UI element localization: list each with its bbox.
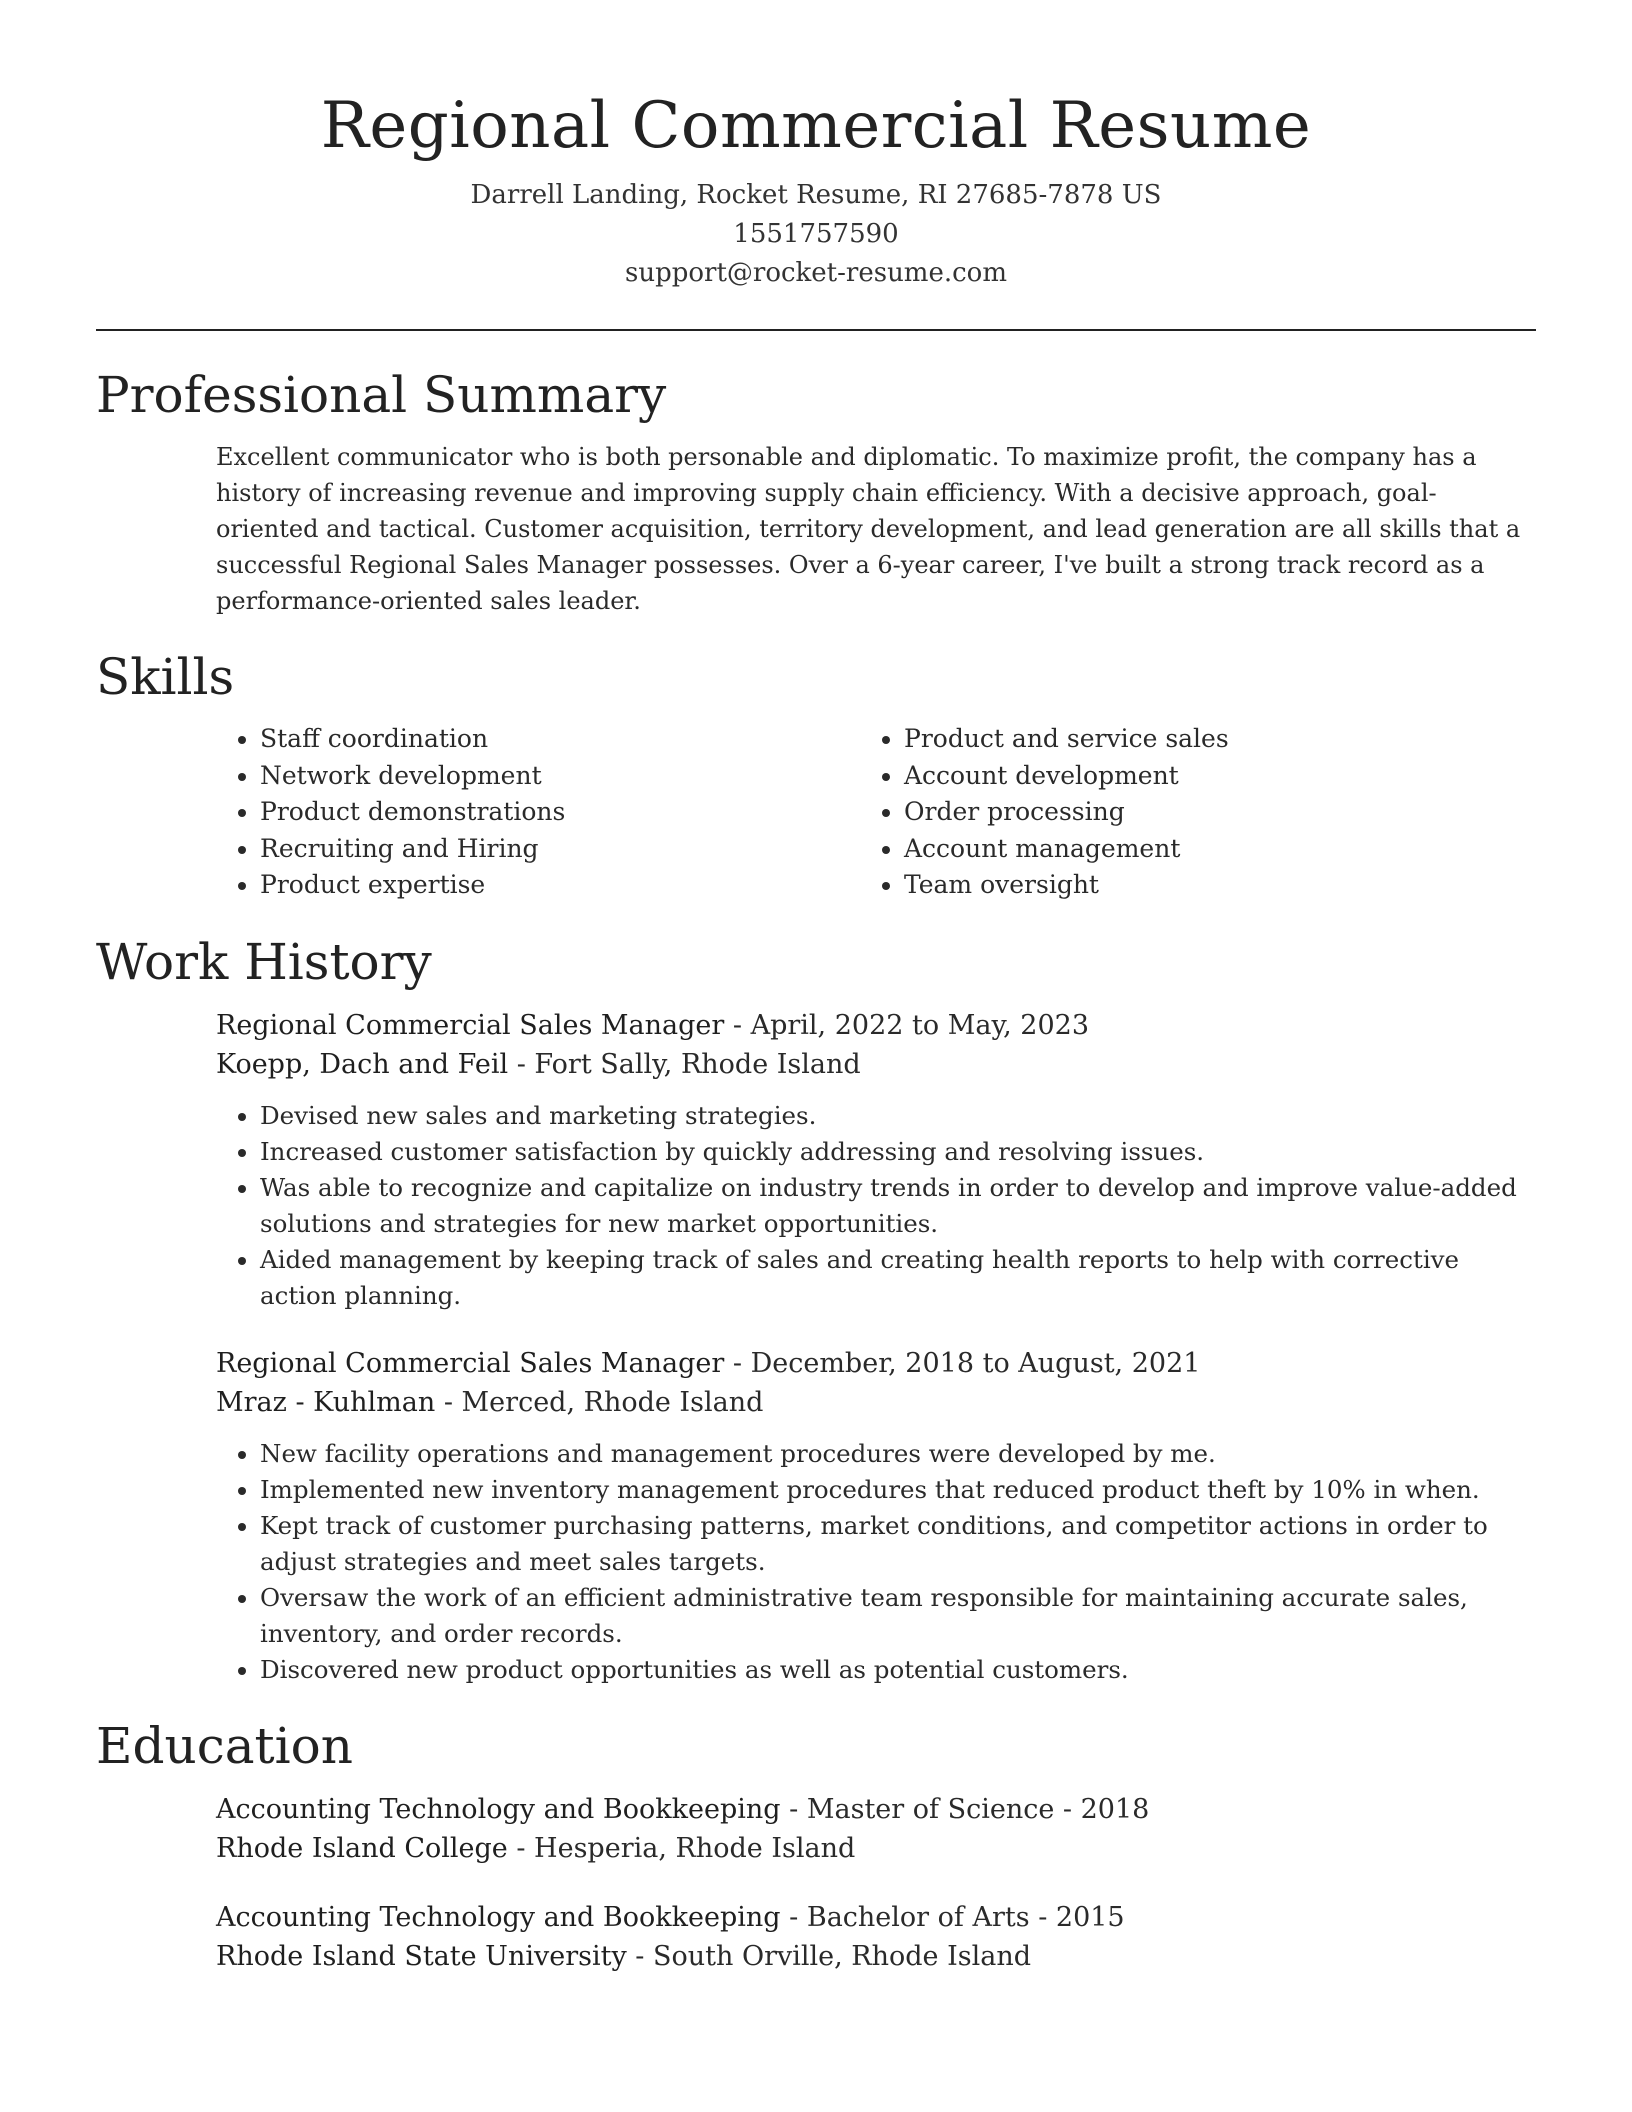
contact-phone: 1551757590	[733, 219, 899, 249]
contact-block	[96, 176, 1536, 293]
job-bullet: • Was able to recognize and capitalize on industry trends in order to develop and improve value-added solutions and strategies for new market opportunities.	[260, 1170, 1536, 1242]
education-degree: - Master of Science	[780, 1793, 1055, 1825]
work-section	[96, 932, 1536, 1688]
skill-item: • Account development	[904, 758, 1504, 795]
job-location: - Fort Sally, Rhode Island	[508, 1048, 861, 1080]
job-location: - Merced, Rhode Island	[435, 1386, 764, 1418]
job-company: Mraz - Kuhlman	[216, 1386, 436, 1418]
job-title-line	[216, 1344, 1536, 1383]
contact-address: Darrell Landing, Rocket Resume, RI 27685-7878 US	[470, 180, 1162, 210]
contact-email: support@rocket-resume.com	[624, 258, 1007, 288]
education-entry	[216, 1790, 1536, 1868]
education-location: - South Orville, Rhode Island	[626, 1940, 1032, 1972]
education-degree-line	[216, 1898, 1536, 1937]
skill-item: • Network development	[260, 758, 860, 795]
job-company-line	[216, 1383, 1536, 1422]
skill-item: • Team oversight	[904, 867, 1504, 904]
summary-section	[96, 365, 1536, 619]
job-bullet: • Implemented new inventory management procedures that reduced product theft by 10% in when.	[260, 1472, 1536, 1508]
education-year: - 2018	[1054, 1793, 1150, 1825]
education-location: - Hesperia, Rhode Island	[507, 1832, 856, 1864]
skills-list-left	[216, 721, 860, 904]
skill-item: • Recruiting and Hiring	[260, 831, 860, 868]
job-company: Koepp, Dach and Feil	[216, 1048, 509, 1080]
resume-page	[96, 0, 1536, 1976]
education-year: - 2015	[1029, 1901, 1125, 1933]
skill-item: • Order processing	[904, 794, 1504, 831]
job-bullet: • Oversaw the work of an efficient administrative team responsible for maintaining accurate sales, inventory, and order records.	[260, 1580, 1536, 1652]
job-bullets	[216, 1436, 1536, 1688]
job-bullet: • New facility operations and management procedures were developed by me.	[260, 1436, 1536, 1472]
resume-header	[96, 0, 1536, 293]
skill-item: • Product demonstrations	[260, 794, 860, 831]
education-degree: - Bachelor of Arts	[780, 1901, 1030, 1933]
job-bullet: • Discovered new product opportunities as well as potential customers.	[260, 1652, 1536, 1688]
education-heading: Education	[96, 1716, 353, 1775]
skill-item: • Product and service sales	[904, 721, 1504, 758]
resume-title: Regional Commercial Resume	[320, 89, 1312, 163]
job-entry	[216, 1344, 1536, 1688]
job-company-line	[216, 1045, 1536, 1084]
job-bullets	[216, 1098, 1536, 1314]
skill-item: • Staff coordination	[260, 721, 860, 758]
education-degree-line	[216, 1790, 1536, 1829]
skills-heading: Skills	[96, 648, 235, 706]
job-bullet: • Kept track of customer purchasing patterns, market conditions, and competitor actions in order to adjust strategies and meet sales targets.	[260, 1508, 1536, 1580]
education-field: Accounting Technology and Bookkeeping	[216, 1793, 781, 1825]
education-entry	[216, 1898, 1536, 1976]
job-dates: - December, 2018 to August, 2021	[724, 1347, 1201, 1379]
job-bullet: • Devised new sales and marketing strategies.	[260, 1098, 1536, 1134]
education-school-line	[216, 1829, 1536, 1868]
education-school-line	[216, 1937, 1536, 1976]
skill-item: • Account management	[904, 831, 1504, 868]
education-school: Rhode Island College	[216, 1832, 508, 1864]
education-section	[96, 1716, 1536, 1976]
job-role: Regional Commercial Sales Manager	[216, 1347, 725, 1379]
job-dates: - April, 2022 to May, 2023	[724, 1009, 1089, 1041]
skills-section	[96, 647, 1536, 904]
summary-heading: Professional Summary	[96, 366, 667, 424]
header-divider	[96, 329, 1536, 331]
skills-columns	[216, 721, 1536, 904]
skill-item: • Product expertise	[260, 867, 860, 904]
job-bullet: • Increased customer satisfaction by quickly addressing and resolving issues.	[260, 1134, 1536, 1170]
education-field: Accounting Technology and Bookkeeping	[216, 1901, 781, 1933]
education-school: Rhode Island State University	[216, 1940, 627, 1972]
skills-list-right	[860, 721, 1504, 904]
job-title-line	[216, 1006, 1536, 1045]
job-entry	[216, 1006, 1536, 1314]
job-bullet: • Aided management by keeping track of sales and creating health reports to help with corrective action planning.	[260, 1242, 1536, 1314]
work-heading: Work History	[96, 932, 432, 991]
summary-text: Excellent communicator who is both personable and diplomatic. To maximize profit, the company has a history of increasing revenue and improving supply chain efficiency. With a decisive approach, goal-oriented and tactical. Customer acquisition, territory development, and lead generation are all skills that a successful Regional Sales Manager possesses. Over a 6-year career, I've built a strong track record as a performance-oriented sales leader.	[216, 443, 1521, 615]
job-role: Regional Commercial Sales Manager	[216, 1009, 725, 1041]
